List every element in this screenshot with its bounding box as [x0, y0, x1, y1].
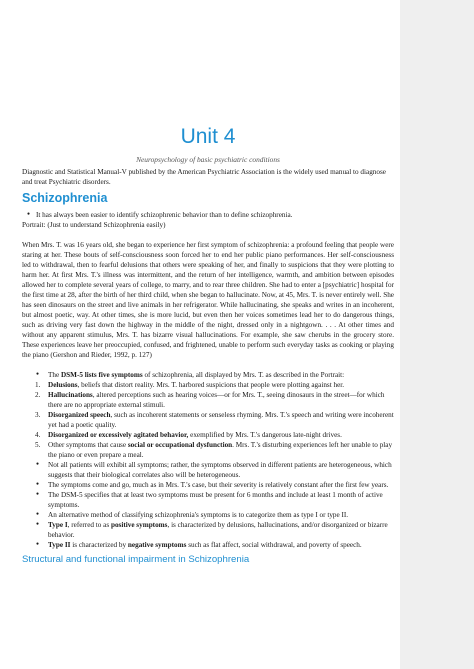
symptom-item: 2. Hallucinations, altered perceptions such as hearing voices—or for Mrs. T., seeing dinosaurs in the street—for which there are no appropriate external stimuli.	[35, 391, 385, 409]
symptom-item: 3. Disorganized speech, such as incoherent statements or senseless rhyming. Mrs. T.'s speech and writing were incoherent yet had a poetic quality.	[35, 411, 394, 429]
intro-paragraph: Diagnostic and Statistical Manual-V published by the American Psychiatric Association is the widely used manual to diagnose and treat Psychiatric disorders.	[22, 168, 386, 186]
intro-bullets	[22, 210, 394, 220]
dsm-list	[22, 370, 394, 550]
bullet-item: ● It has always been easier to identify schizophrenic behavior than to define schizophrenia.	[36, 210, 394, 220]
symptom-item: 5. Other symptoms that cause social or occupational dysfunction. Mrs. T.'s disturbing experiences left her unable to play the piano or even prepare a meal.	[35, 441, 393, 459]
dsm-intro-item: ● The DSM-5 lists five symptoms of schizophrenia, all displayed by Mrs. T. as described in the Portrait:	[48, 370, 394, 380]
unit-subtitle: Neuropsychology of basic psychiatric conditions	[136, 155, 280, 164]
note-item: ● The DSM-5 specifies that at least two symptoms must be present for 6 months and include at least 1 month of active symptoms.	[48, 490, 394, 510]
note-item: ● An alternative method of classifying schizophrenia's symptoms is to categorize them as type I or type II.	[48, 510, 394, 520]
symptom-item: 4. Disorganized or excessively agitated behavior, exemplified by Mrs. T.'s dangerous late-night drives.	[35, 431, 342, 439]
comment-sidebar	[400, 0, 474, 669]
note-item: ● The symptoms come and go, much as in Mrs. T.'s case, but their severity is relatively constant after the first few years.	[48, 480, 394, 490]
symptom-item: 1. Delusions, beliefs that distort reality. Mrs. T. harbored suspicions that people were plotting against her.	[35, 381, 345, 389]
note-item: ● Not all patients will exhibit all symptoms; rather, the symptoms observed in different patients are heterogeneous, which suggests that their biological correlates also will be heterogeneous.	[48, 460, 394, 480]
portrait-note: Portrait: (Just to understand Schizophrenia easily)	[22, 221, 166, 229]
type2-item: ● Type II is characterized by negative symptoms such as flat affect, social withdrawal, and poverty of speech.	[48, 540, 394, 550]
type1-item: ● Type I, referred to as positive symptoms, is characterized by delusions, hallucinations, and/or disorganized or bizarre behavior.	[48, 520, 394, 540]
section-heading-schizophrenia: Schizophrenia	[22, 191, 108, 205]
dsm-intro-bold: DSM-5 lists five symptoms	[60, 371, 143, 379]
unit-title: Unit 4	[180, 125, 236, 148]
document-body	[22, 125, 394, 566]
section-heading-structural: Structural and functional impairment in Schizophrenia	[22, 554, 250, 565]
portrait-narrative: When Mrs. T. was 16 years old, she began to experience her first symptom of schizophrenia: a profound feeling that people were staring at her. These bouts of self-consciousness soon forced her to end her public piano performances. Her self-consciousness led to withdrawal, then to fearful delusions that others were speaking of her, and finally to suspicions that they were plotting to harm her. At first Mrs. T.'s illness was intermittent, and the return of her intelligence, warmth, and ambition between episodes allowed her to complete several years of college, to marry, and to rear three children. She had to enter a [psychiatric] hospital for the first time at 28, after the birth of her third child, when she began to hallucinate. Now, at 45, Mrs. T. is never entirely well. She has seen dinosaurs on the street and live animals in her refrigerator. While hallucinating, she speaks and writes in an incoherent, but almost poetic, way. At other times, she is more lucid, but even then her voices sometimes lead her to do dangerous things, such as driving very fast down the highway in the middle of the night, dressed only in a nightgown. . . . At other times and without any apparent stimulus, Mrs. T. has bizarre visual hallucinations. For example, she saw cherubs in the grocery store. These experiences leave her preoccupied, confused, and frightened, unable to perform such everyday tasks as cooking or playing the piano (Gershon and Rieder, 1992, p. 127)	[22, 241, 394, 359]
